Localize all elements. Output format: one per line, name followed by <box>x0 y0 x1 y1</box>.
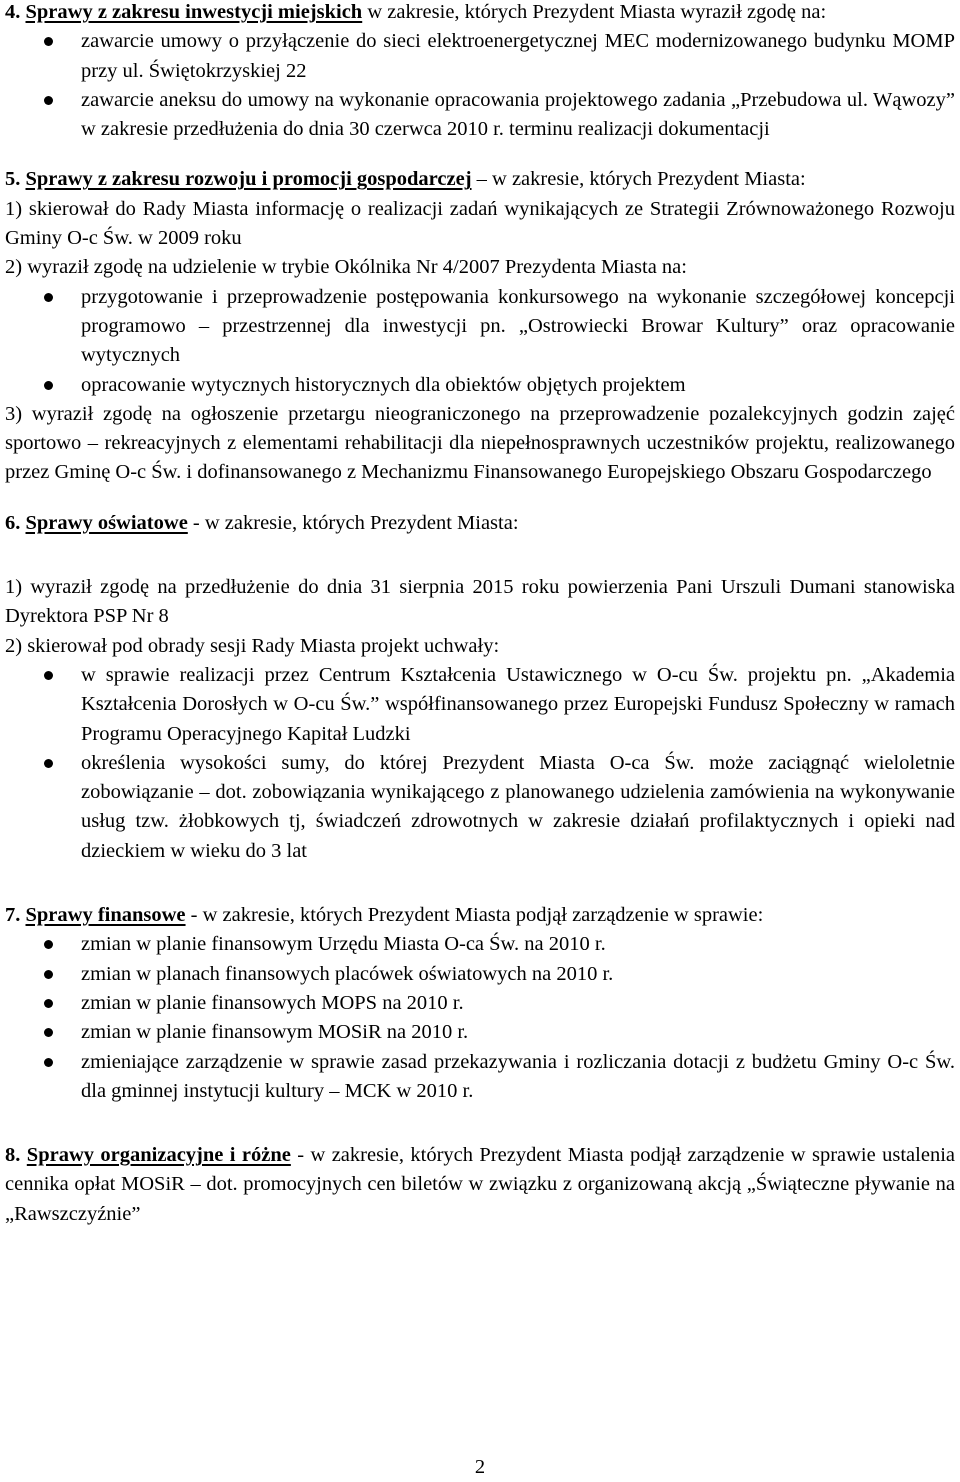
section-7-title: Sprawy finansowe <box>25 904 186 927</box>
list-item: w sprawie realizacji przez Centrum Kształcenia Ustawicznego w O-cu Św. projektu pn. „Akademia Kształcenia Dorosłych w O-cu Św.” współfinansowanego przez Europejski Fundusz Społeczny w ramach Programu Operacyjnego Kapitał Ludzki <box>5 661 955 749</box>
section-5 <box>5 165 955 487</box>
section-5-intro: – w zakresie, których Prezydent Miasta: <box>471 168 806 191</box>
list-item: opracowanie wytycznych historycznych dla obiektów objętych projektem <box>5 371 955 400</box>
section-8 <box>5 1141 955 1229</box>
list-item: zmian w planie finansowym Urzędu Miasta O-ca Św. na 2010 r. <box>5 930 955 959</box>
section-8-intro: - w zakresie, których Prezydent Miasta podjął zarządzenie w sprawie ustalenia cennika opłat MOSiR – dot. promocyjnych cen biletów w związku z organizowaną akcją „Świąteczne pływanie na „Rawszczyźnie” <box>5 1144 955 1225</box>
section-6-number: 6. <box>5 511 21 534</box>
section-4-title: Sprawy z zakresu inwestycji miejskich <box>25 1 363 23</box>
section-4-number: 4. <box>5 1 21 23</box>
section-6 <box>5 509 955 866</box>
section-6-heading <box>5 509 955 538</box>
section-7-number: 7. <box>5 904 21 927</box>
list-item: zmian w planie finansowych MOPS na 2010 r. <box>5 989 955 1018</box>
section-4-bullet-list <box>5 27 955 144</box>
list-item: zmieniające zarządzenie w sprawie zasad przekazywania i rozliczania dotacji z budżetu Gminy O-c Św. dla gminnej instytucji kultury – MCK w 2010 r. <box>5 1048 955 1107</box>
section-5-point-2: 2) wyraził zgodę na udzielenie w trybie Okólnika Nr 4/2007 Prezydenta Miasta na: <box>5 256 687 279</box>
list-item: zawarcie aneksu do umowy na wykonanie opracowania projektowego zadania „Przebudowa ul. Wąwozy” w zakresie przedłużenia do dnia 30 czerwca 2010 r. terminu realizacji dokumentacji <box>5 86 955 145</box>
section-6-intro: - w zakresie, których Prezydent Miasta: <box>187 511 519 534</box>
document-content <box>5 0 955 1229</box>
list-item: zmian w planie finansowym MOSiR na 2010 r. <box>5 1018 955 1047</box>
section-6-point-2: 2) skierował pod obrady sesji Rady Miasta projekt uchwały: <box>5 634 500 657</box>
section-5-bullet-list <box>5 283 955 400</box>
section-4-heading <box>5 0 955 27</box>
list-item: określenia wysokości sumy, do której Prezydent Miasta O-ca Św. może zaciągnąć wieloletnie zobowiązanie – dot. zobowiązania wynikającego z planowanego udzielenia zamówienia na wykonywanie usług tzw. żłobkowych tj, świadczeń zdrowotnych w zakresie działań profilaktycznych i opieki nad dzieckiem w wieku do 3 lat <box>5 749 955 866</box>
section-7-heading <box>5 901 955 930</box>
section-7-intro: - w zakresie, których Prezydent Miasta podjął zarządzenie w sprawie: <box>185 904 764 927</box>
section-4-intro: w zakresie, których Prezydent Miasta wyraził zgodę na: <box>362 1 827 23</box>
list-item: przygotowanie i przeprowadzenie postępowania konkursowego na wykonanie szczegółowej koncepcji programowo – przestrzennej dla inwestycji pn. „Ostrowiecki Browar Kultury” oraz opracowanie wytycznych <box>5 283 955 371</box>
section-6-bullet-list <box>5 661 955 866</box>
section-7-bullet-list <box>5 930 955 1106</box>
section-5-number: 5. <box>5 168 21 191</box>
section-6-point-1: 1) wyraził zgodę na przedłużenie do dnia 31 sierpnia 2015 roku powierzenia Pani Urszuli Dumani stanowiska Dyrektora PSP Nr 8 <box>5 576 955 628</box>
section-5-heading <box>5 165 955 194</box>
section-4 <box>5 0 955 144</box>
section-8-title: Sprawy organizacyjne i różne <box>26 1144 291 1167</box>
section-8-heading <box>5 1141 955 1229</box>
page-number: 2 <box>474 1456 486 1478</box>
section-5-title: Sprawy z zakresu rozwoju i promocji gospodarczej <box>25 168 472 191</box>
list-item: zmian w planach finansowych placówek oświatowych na 2010 r. <box>5 960 955 989</box>
section-5-point-1: 1) skierował do Rady Miasta informację o realizacji zadań wynikających ze Strategii Zrównoważonego Rozwoju Gminy O-c Św. w 2009 roku <box>5 197 955 250</box>
list-item: zawarcie umowy o przyłączenie do sieci elektroenergetycznej MEC modernizowanego budynku MOMP przy ul. Świętokrzyskiej 22 <box>5 27 955 86</box>
section-7 <box>5 901 955 1106</box>
section-8-number: 8. <box>5 1144 21 1167</box>
section-5-point-3: 3) wyraził zgodę na ogłoszenie przetargu nieograniczonego na przeprowadzenie pozalekcyjnych godzin zajęć sportowo – rekreacyjnych z elementami rehabilitacji dla niepełnosprawnych uczestników projektu, realizowanego przez Gminę O-c Św. i dofinansowanego z Mechanizmu Finansowanego Europejskiego Obszaru Gospodarczego <box>5 402 955 484</box>
section-6-title: Sprawy oświatowe <box>25 511 188 534</box>
